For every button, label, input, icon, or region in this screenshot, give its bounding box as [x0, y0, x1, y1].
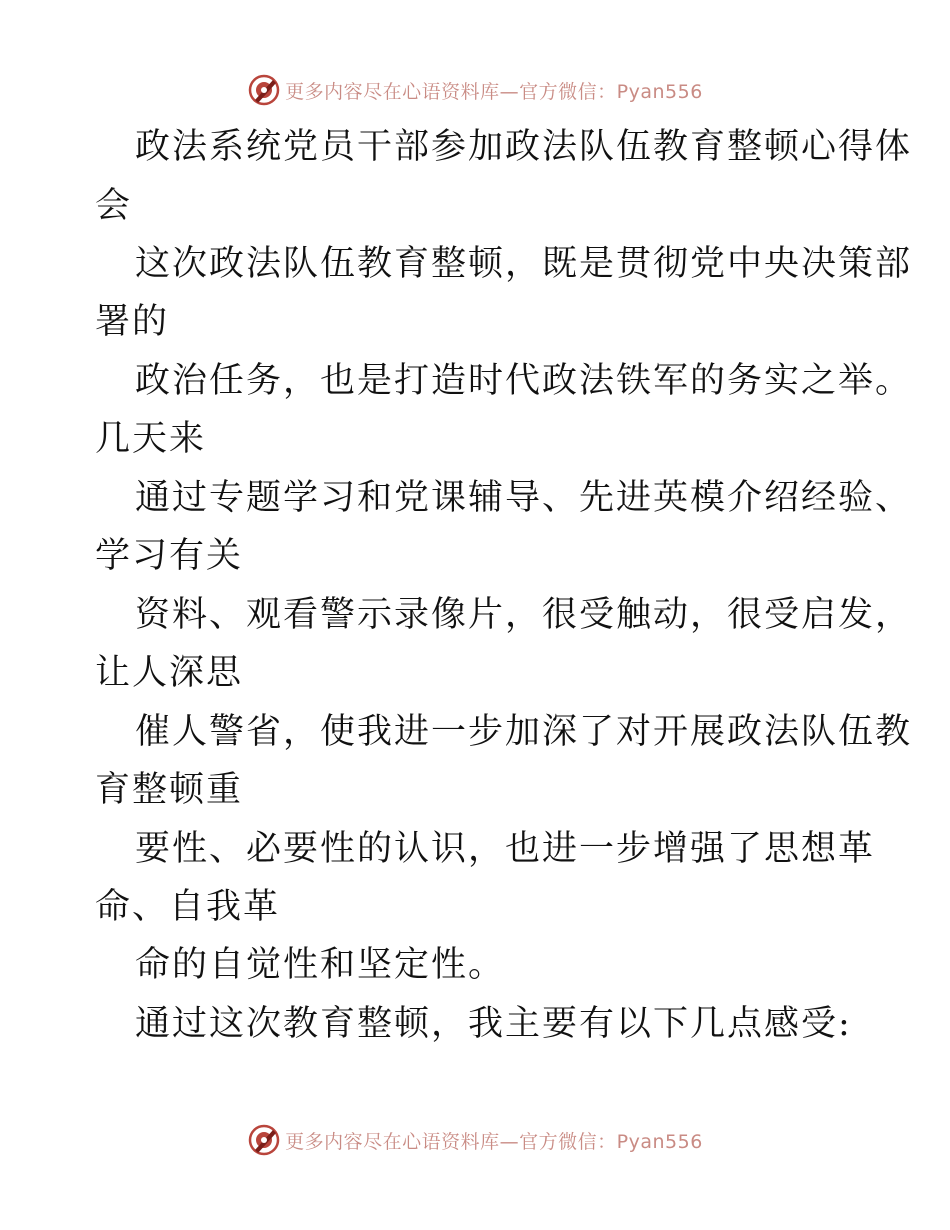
doc-line: 通过专题学习和党课辅导、先进英模介绍经验、 [135, 478, 913, 518]
doc-line: 催人警省，使我进一步加深了对开展政法队伍教 [135, 712, 913, 752]
header-watermark [0, 70, 950, 110]
pen-nib-logo-icon [247, 1123, 281, 1157]
watermark-text: 更多内容尽在心语资料库—官方微信：Pyan556 [285, 1130, 703, 1153]
doc-line: 几天来 [95, 419, 207, 459]
doc-line: 命、自我革 [95, 887, 281, 927]
pen-nib-logo-icon [247, 73, 281, 107]
doc-line: 资料、观看警示录像片，很受触动，很受启发， [135, 595, 913, 635]
doc-line: 让人深思 [95, 653, 244, 693]
watermark-text: 更多内容尽在心语资料库—官方微信：Pyan556 [285, 80, 703, 103]
doc-line: 育整顿重 [95, 770, 244, 810]
doc-line: 学习有关 [95, 536, 244, 576]
doc-line: 署的 [95, 302, 170, 342]
footer-watermark [0, 1120, 950, 1160]
doc-line: 要性、必要性的认识，也进一步增强了思想革 [135, 829, 876, 869]
doc-line: 通过这次教育整顿，我主要有以下几点感受: [135, 1004, 852, 1044]
doc-line: 这次政法队伍教育整顿，既是贯彻党中央决策部 [135, 244, 913, 284]
doc-line: 政治任务，也是打造时代政法铁军的务实之举。 [135, 361, 913, 401]
doc-line: 会 [95, 186, 133, 226]
doc-line: 命的自觉性和坚定性。 [135, 945, 506, 985]
doc-line: 政法系统党员干部参加政法队伍教育整顿心得体 [135, 127, 913, 167]
